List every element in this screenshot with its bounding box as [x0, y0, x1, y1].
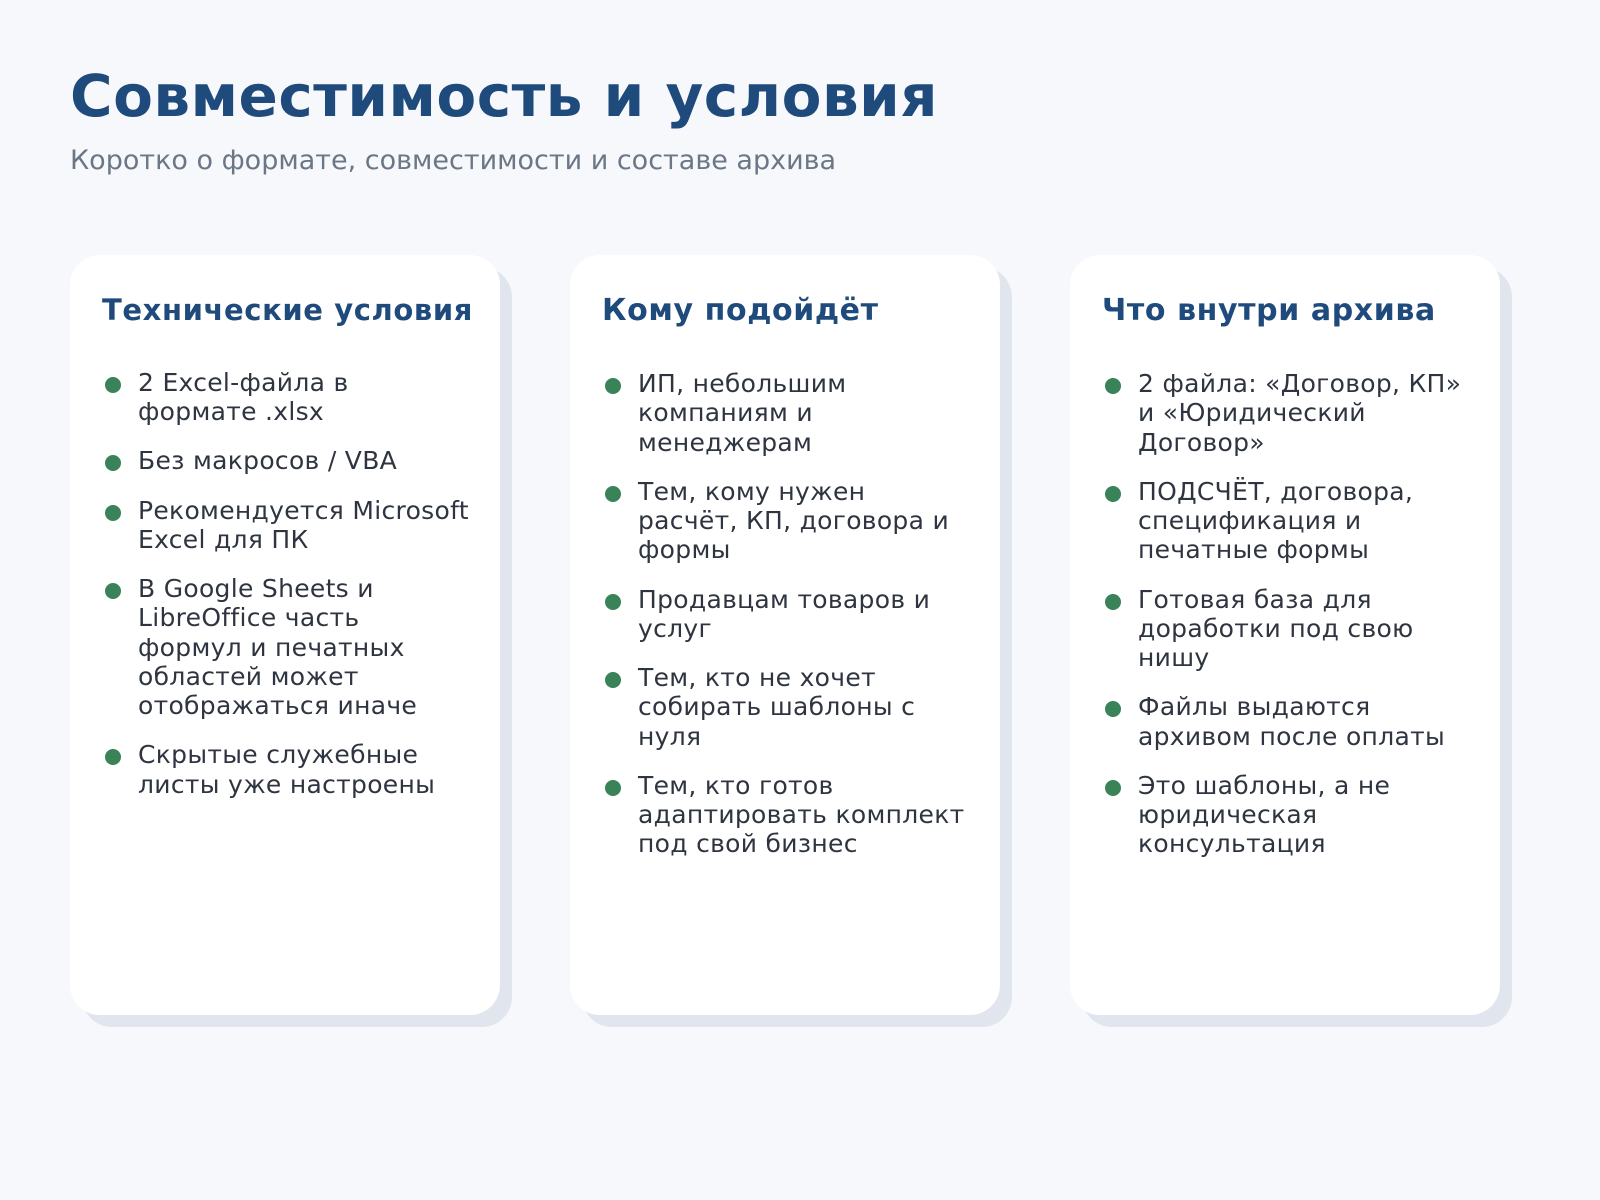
- bullet-icon: [605, 780, 621, 796]
- list-item: [1102, 585, 1470, 673]
- bullet-icon: [105, 377, 121, 393]
- bullet-icon: [1105, 378, 1121, 394]
- list-item: [602, 663, 970, 751]
- card-list: [1102, 369, 1470, 859]
- list-item-text: Тем, кто готов адаптировать комплект под свой бизнес: [638, 770, 965, 859]
- bullet-icon: [105, 749, 121, 765]
- list-item-text: ПОДСЧЁТ, договора, спецификация и печатные формы: [1138, 476, 1414, 565]
- list-item: [1102, 692, 1470, 751]
- bullet-icon: [605, 378, 621, 394]
- page-title: Совместимость и условия: [70, 62, 939, 130]
- list-item: [102, 740, 470, 799]
- card-body: [570, 255, 1000, 1015]
- bullet-icon: [105, 455, 121, 471]
- list-item-text: Тем, кто не хочет собирать шаблоны с нуля: [638, 663, 916, 751]
- card-target-audience: [570, 255, 1012, 1027]
- list-item-text: 2 файла: «Договор, КП» и «Юридический Договор»: [1138, 369, 1462, 457]
- list-item: [602, 477, 970, 565]
- list-item-text: Готовая база для доработки под свою нишу: [1138, 584, 1414, 672]
- list-item-text: ИП, небольшим компаниям и менеджерам: [638, 369, 847, 457]
- list-item-text: Без макросов / VBA: [138, 446, 398, 476]
- page-subtitle: Коротко о формате, совместимости и составе архива: [70, 145, 837, 176]
- cards-container: [70, 255, 1530, 1025]
- list-item: [102, 368, 470, 427]
- bullet-icon: [1105, 486, 1121, 502]
- list-item-text: Тем, кому нужен расчёт, КП, договора и формы: [638, 476, 950, 565]
- card-technical-conditions: [70, 255, 512, 1027]
- list-item-text: Рекомендуется Microsoft Excel для ПК: [138, 495, 469, 554]
- list-item: [1102, 771, 1470, 859]
- card-list: [602, 369, 970, 859]
- bullet-icon: [1105, 701, 1121, 717]
- bullet-icon: [105, 505, 121, 521]
- bullet-icon: [605, 672, 621, 688]
- card-body: [70, 255, 500, 1015]
- list-item-text: Файлы выдаются архивом после оплаты: [1138, 692, 1446, 751]
- list-item: [1102, 369, 1470, 457]
- bullet-icon: [1105, 594, 1121, 610]
- list-item-text: Скрытые служебные листы уже настроены: [138, 740, 436, 799]
- card-title: Кому подойдёт: [602, 293, 879, 328]
- list-item: [602, 771, 970, 859]
- bullet-icon: [105, 583, 121, 599]
- list-item-text: 2 Excel-файла в формате .xlsx: [138, 367, 349, 427]
- bullet-icon: [605, 486, 621, 502]
- card-list: [102, 368, 470, 799]
- bullet-icon: [1105, 780, 1121, 796]
- list-item: [602, 369, 970, 457]
- card-title: Что внутри архива: [1102, 293, 1436, 328]
- card-archive-contents: [1070, 255, 1512, 1027]
- list-item: [1102, 477, 1470, 565]
- card-body: [1070, 255, 1500, 1015]
- list-item: [102, 446, 470, 475]
- list-item-text: Это шаблоны, а не юридическая консультация: [1138, 770, 1391, 859]
- list-item: [102, 574, 470, 720]
- list-item: [102, 496, 470, 555]
- card-title: Технические условия: [102, 293, 473, 327]
- list-item-text: Продавцам товаров и услуг: [638, 584, 931, 643]
- list-item: [602, 585, 970, 644]
- bullet-icon: [605, 594, 621, 610]
- list-item-text: В Google Sheets и LibreOffice часть формул и печатных областей может отображаться иначе: [138, 574, 418, 721]
